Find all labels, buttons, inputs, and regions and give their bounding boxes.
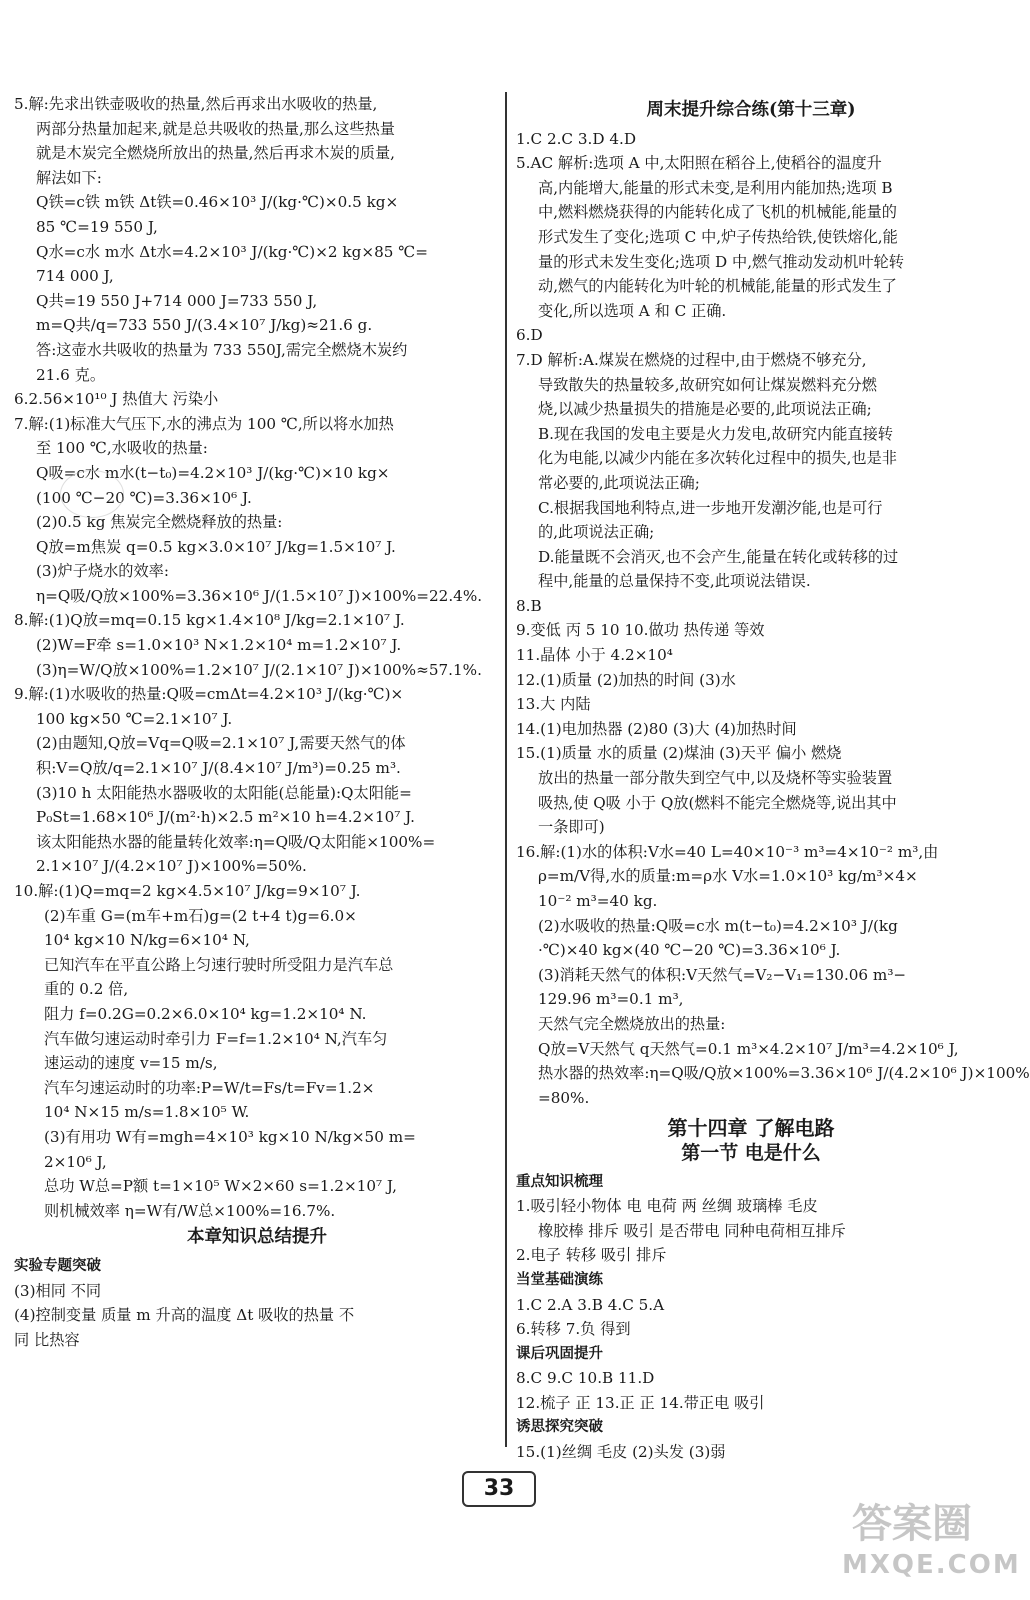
answer-line: 1.C 2.C 3.D 4.D [516,129,637,148]
answer-line: 动,燃气的内能转化为叶轮的机械能,能量的形式发生了 [538,277,897,296]
answer-line: 就是木炭完全燃烧所放出的热量,然后再求木炭的质量, [36,144,395,163]
consolidation-heading: 课后巩固提升 [516,1345,603,1362]
column-divider [505,92,507,1447]
answer-line: 该太阳能热水器的能量转化效率:η=Q吸/Q太阳能×100%= [36,832,436,851]
answer-line: 答:这壶水共吸收的热量为 733 550J,需完全燃烧木炭约 [36,340,408,359]
answer-line: (3)10 h 太阳能热水器吸收的太阳能(总能量):Q太阳能= [36,783,412,802]
answer-line: 已知汽车在平直公路上匀速行驶时所受阻力是汽车总 [44,955,394,974]
answer-line: (4)控制变量 质量 m 升高的温度 Δt 吸收的热量 不 [14,1306,355,1325]
left-column [14,92,500,1352]
answer-line: 10⁻² m³=40 kg. [538,892,658,910]
answer-line: Q水=c水 m水 Δt水=4.2×10³ J/(kg·℃)×2 kg×85 ℃= [36,242,428,261]
answer-line: 化为电能,以减少内能在多次转化过程中的损失,也是非 [538,449,897,468]
answer-line: (100 ℃−20 ℃)=3.36×10⁶ J. [36,488,252,507]
answer-line: ·℃)×40 kg×(40 ℃−20 ℃)=3.36×10⁶ J. [538,941,841,960]
answer-line: 放出的热量一部分散失到空气中,以及烧杯等实验装置 [538,769,893,788]
watermark-url: MXQE.COM [842,1550,1021,1580]
library-stamp [60,470,124,518]
answer-line: 9.变低 丙 5 10 10.做功 热传递 等效 [516,621,765,640]
answer-line: (3)相同 不同 [14,1281,102,1300]
answer-line: Q放=V天然气 q天然气=0.1 m³×4.2×10⁷ J/m³=4.2×10⁶ J, [538,1039,959,1058]
answer-line: 8.解:(1)Q放=mq=0.15 kg×1.4×10⁸ J/kg=2.1×10⁷ J. [14,611,405,630]
answer-line: (3)有用功 W有=mgh=4×10³ kg×10 N/kg×50 m= [44,1127,416,1146]
answer-line: 2.电子 转移 吸引 排斥 [516,1246,667,1265]
answer-line: Q共=19 550 J+714 000 J=733 550 J, [36,291,318,310]
answer-line: 7.解:(1)标准大气压下,水的沸点为 100 ℃,所以将水加热 [14,414,394,433]
answer-line: 1.C 2.A 3.B 4.C 5.A [516,1295,665,1314]
chapter-title: 第十四章 了解电路 [667,1116,835,1141]
answer-line: 2.1×10⁷ J/(4.2×10⁷ J)×100%=50%. [36,857,307,876]
answer-line: 两部分热量加起来,就是总共吸收的热量,那么这些热量 [36,119,395,138]
answer-line: 85 ℃=19 550 J, [36,217,158,236]
answer-line: 总功 W总=P额 t=1×10⁵ W×2×60 s=1.2×10⁷ J, [44,1177,397,1196]
answer-line: 11.晶体 小于 4.2×10⁴ [516,646,673,665]
answer-line: C.根据我国地利特点,进一步地开发潮汐能,也是可行 [538,498,883,517]
answer-line: 高,内能增大,能量的形式未变,是利用内能加热;选项 B [538,178,893,197]
page-number: 33 [462,1471,536,1507]
answer-line: 的,此项说法正确; [538,523,655,542]
answer-line: 2×10⁶ J, [44,1152,107,1171]
basic-practice-heading: 当堂基础演练 [516,1271,603,1288]
answer-line: 7.D 解析:A.煤炭在燃烧的过程中,由于燃烧不够充分, [516,350,867,369]
answer-line: ρ=m/V得,水的质量:m=ρ水 V水=1.0×10³ kg/m³×4× [538,867,918,886]
answer-line: (3)消耗天然气的体积:V天然气=V₂−V₁=130.06 m³− [538,965,907,984]
answer-line: 则机械效率 η=W有/W总×100%=16.7%. [44,1201,336,1220]
answer-line: 9.解:(1)水吸收的热量:Q吸=cmΔt=4.2×10³ J/(kg·℃)× [14,685,404,704]
watermark-text: 答案圈 [852,1501,972,1547]
answer-line: 烧,以减少热量损失的措施是必要的,此项说法正确; [538,400,872,419]
chapter-summary-title: 本章知识总结提升 [187,1227,327,1248]
answer-line: Q铁=c铁 m铁 Δt铁=0.46×10³ J/(kg·℃)×0.5 kg× [36,193,399,212]
answer-line: (2)0.5 kg 焦炭完全燃烧释放的热量: [36,513,283,532]
answer-line: 天然气完全燃烧放出的热量: [538,1014,726,1033]
answer-line: 5.AC 解析:选项 A 中,太阳照在稻谷上,使稻谷的温度升 [516,154,882,173]
experiment-heading: 实验专题突破 [14,1257,101,1274]
answer-line: 程中,能量的总量保持不变,此项说法错误. [538,572,811,591]
answer-line: m=Q共/q=733 550 J/(3.4×10⁷ J/kg)≈21.6 g. [36,316,373,335]
answer-line: Q吸=c水 m水(t−t₀)=4.2×10³ J/(kg·℃)×10 kg× [36,463,390,482]
section-title: 第一节 电是什么 [681,1141,821,1164]
answer-line: Q放=m焦炭 q=0.5 kg×3.0×10⁷ J/kg=1.5×10⁷ J. [36,537,396,556]
answer-line: 至 100 ℃,水吸收的热量: [36,439,208,458]
answer-line: 汽车匀速运动时的功率:P=W/t=Fs/t=Fv=1.2× [44,1078,375,1097]
answer-line: 15.(1)质量 水的质量 (2)煤油 (3)天平 偏小 燃烧 [516,744,842,763]
answer-line: 阻力 f=0.2G=0.2×6.0×10⁴ kg=1.2×10⁴ N. [44,1004,367,1023]
watermark-logo [842,1499,1021,1594]
answer-line: 6.D [516,326,543,345]
answer-line: 100 kg×50 ℃=2.1×10⁷ J. [36,709,233,728]
answer-line: 6.2.56×10¹⁰ J 热值大 污染小 [14,390,219,409]
answer-line: 129.96 m³=0.1 m³, [538,990,684,1009]
answer-line: 形式发生了变化;选项 C 中,炉子传热给铁,使铁熔化,能 [538,227,898,246]
answer-line: 8.C 9.C 10.B 11.D [516,1369,655,1388]
answer-line: 汽车做匀速运动时牵引力 F=f=1.2×10⁴ N,汽车匀 [44,1029,388,1048]
answer-line: 重的 0.2 倍, [44,980,129,999]
answer-line: 10⁴ kg×10 N/kg=6×10⁴ N, [44,931,250,950]
answer-line: 8.B [516,596,542,615]
answer-line: (2)水吸收的热量:Q吸=c水 m(t−t₀)=4.2×10³ J/(kg [538,916,898,935]
right-column [516,96,1030,1465]
answer-line: 常必要的,此项说法正确; [538,473,700,492]
answer-line: 1.吸引轻小物体 电 电荷 两 丝绸 玻璃棒 毛皮 [516,1197,818,1216]
answer-line: 16.解:(1)水的体积:V水=40 L=40×10⁻³ m³=4×10⁻² m³,由 [516,842,939,861]
answer-line: (3)炉子烧水的效率: [36,562,169,581]
answer-line: 热水器的热效率:η=Q吸/Q放×100%=3.36×10⁶ J/(4.2×10⁶ J)×100% [538,1064,1030,1083]
answer-line: 10⁴ N×15 m/s=1.8×10⁵ W. [44,1103,250,1122]
answer-line: 6.转移 7.负 得到 [516,1320,631,1339]
answer-line: 导致散失的热量较多,故研究如何让煤炭燃料充分燃 [538,375,877,394]
exploration-heading: 诱思探究突破 [516,1419,603,1436]
answer-line: 12.梳子 正 13.正 正 14.带正电 吸引 [516,1393,765,1412]
answer-line: D.能量既不会消灭,也不会产生,能量在转化或转移的过 [538,547,899,566]
answer-line: (3)η=W/Q放×100%=1.2×10⁷ J/(2.1×10⁷ J)×100%≈57.1%. [36,660,482,679]
answer-line: 同 比热容 [14,1330,80,1349]
answer-line: 橡胶棒 排斥 吸引 是否带电 同种电荷相互排斥 [538,1221,846,1240]
answer-line: 积:V=Q放/q=2.1×10⁷ J/(8.4×10⁷ J/m³)=0.25 m³. [36,759,401,778]
answer-line: (2)车重 G=(m车+m石)g=(2 t+4 t)g=6.0× [44,906,357,925]
answer-line: P₀St=1.68×10⁶ J/(m²·h)×2.5 m²×10 h=4.2×10⁷ J. [36,808,415,827]
answer-line: 12.(1)质量 (2)加热的时间 (3)水 [516,670,736,689]
answer-line: 5.解:先求出铁壶吸收的热量,然后再求出水吸收的热量, [14,95,378,113]
answer-line: 一条即可) [538,818,605,837]
answer-line: (2)W=F牵 s=1.0×10³ N×1.2×10⁴ m=1.2×10⁷ J. [36,636,402,655]
answer-line: 解法如下: [36,168,102,187]
answer-line: 15.(1)丝绸 毛皮 (2)头发 (3)弱 [516,1443,726,1462]
answer-line: 量的形式未发生变化;选项 D 中,燃气推动发动机叶轮转 [538,252,904,271]
answer-line: 714 000 J, [36,267,114,286]
answer-line: 吸热,使 Q吸 小于 Q放(燃料不能完全燃烧等,说出其中 [538,793,897,812]
answer-line: η=Q吸/Q放×100%=3.36×10⁶ J/(1.5×10⁷ J)×100%=22.4%. [36,586,483,605]
answer-line: 21.6 克。 [36,365,106,384]
answer-line: (2)由题知,Q放=Vq=Q吸=2.1×10⁷ J,需要天然气的体 [36,734,406,753]
weekend-practice-title: 周末提升综合练(第十三章) [646,100,856,120]
key-knowledge-heading: 重点知识梳理 [516,1173,603,1190]
answer-line: 变化,所以选项 A 和 C 正确. [538,301,727,320]
answer-line: 速运动的速度 v=15 m/s, [44,1054,218,1073]
answer-line: 中,燃料燃烧获得的内能转化成了飞机的机械能,能量的 [538,203,897,222]
answer-line: B.现在我国的发电主要是火力发电,故研究内能直接转 [538,424,893,443]
answer-line: 14.(1)电加热器 (2)80 (3)大 (4)加热时间 [516,719,797,738]
answer-line: 10.解:(1)Q=mq=2 kg×4.5×10⁷ J/kg=9×10⁷ J. [14,882,361,900]
answer-line: 13.大 内陆 [516,695,591,714]
answer-line: =80%. [538,1088,590,1107]
